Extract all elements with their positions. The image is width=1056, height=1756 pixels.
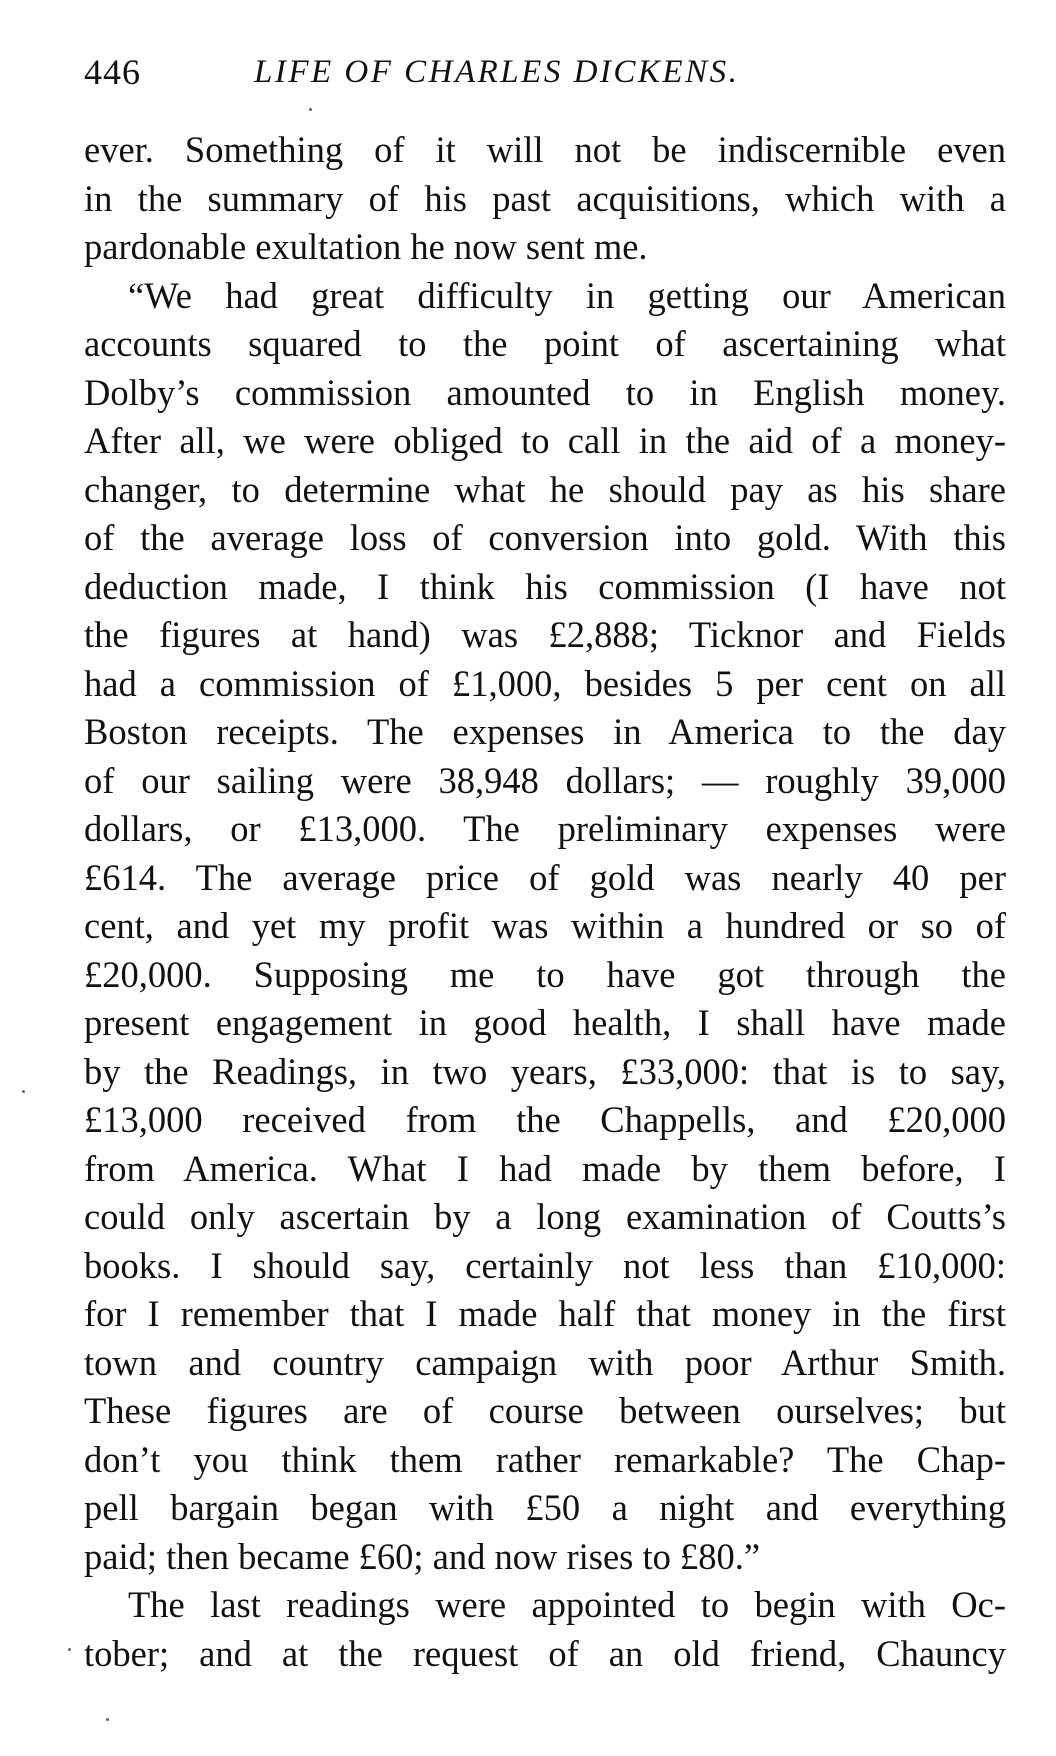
text-line: cent, and yet my profit was within a hundred or so of <box>84 905 1006 946</box>
print-speck <box>22 1090 25 1093</box>
text-line: dollars, or £13,000. The preliminary expenses were <box>84 808 1006 849</box>
text-line: in the summary of his past acquisitions, which with a <box>84 177 1006 219</box>
text-line: pardonable exultation he now sent me. <box>84 226 648 267</box>
text-line: deduction made, I think his commission (I have not <box>84 565 1006 607</box>
text-line: These figures are of course between ourselves; but <box>84 1390 1006 1431</box>
text-line: accounts squared to the point of ascertaining what <box>84 323 1006 364</box>
text-line: of our sailing were 38,948 dollars; — roughly 39,000 <box>84 759 1006 801</box>
text-line: town and country campaign with poor Arthur Smith. <box>84 1341 1006 1383</box>
text-line: The last readings were appointed to begin with Oc- <box>128 1584 1006 1625</box>
text-line: books. I should say, certainly not less than £10,000: <box>84 1244 1006 1286</box>
text-line: £614. The average price of gold was nearly 40 per <box>84 856 1006 898</box>
text-line: from America. What I had made by them before, I <box>84 1147 1006 1189</box>
text-line: changer, to determine what he should pay as his share <box>84 468 1006 510</box>
text-line: paid; then became £60; and now rises to £80.” <box>84 1535 761 1577</box>
text-line: for I remember that I made half that money in the first <box>84 1293 1006 1334</box>
text-line: Dolby’s commission amounted to in English money. <box>84 371 1006 413</box>
page-header <box>84 44 1004 94</box>
text-line: don’t you think them rather remarkable? The Chap- <box>84 1438 1006 1480</box>
text-line: tober; and at the request of an old friend, Chauncy <box>84 1632 1006 1674</box>
text-line: the figures at hand) was £2,888; Ticknor and Fields <box>84 614 1006 655</box>
text-line: After all, we were obliged to call in the aid of a money- <box>84 420 1006 461</box>
text-line: £20,000. Supposing me to have got through the <box>84 953 1006 995</box>
text-line: of the average loss of conversion into gold. With this <box>84 517 1006 558</box>
text-line: present engagement in good health, I shall have made <box>84 1002 1006 1043</box>
print-speck <box>309 108 312 111</box>
text-line: by the Readings, in two years, £33,000: that is to say, <box>84 1050 1006 1092</box>
text-line: pell bargain began with £50 a night and everything <box>84 1487 1006 1528</box>
text-line: could only ascertain by a long examination of Coutts’s <box>84 1196 1006 1237</box>
text-line: had a commission of £1,000, besides 5 per cent on all <box>84 662 1006 704</box>
text-line: Boston receipts. The expenses in America to the day <box>84 711 1006 752</box>
page-number: 446 <box>84 52 141 92</box>
running-head: LIFE OF CHARLES DICKENS. <box>254 54 740 90</box>
body-text <box>84 126 1006 1678</box>
print-speck <box>106 1718 109 1721</box>
text-line: ever. Something of it will not be indiscernible even <box>84 129 1006 170</box>
print-speck <box>68 1648 71 1651</box>
text-line: £13,000 received from the Chappells, and £20,000 <box>84 1099 1006 1140</box>
text-line: “We had great difficulty in getting our American <box>128 274 1006 316</box>
